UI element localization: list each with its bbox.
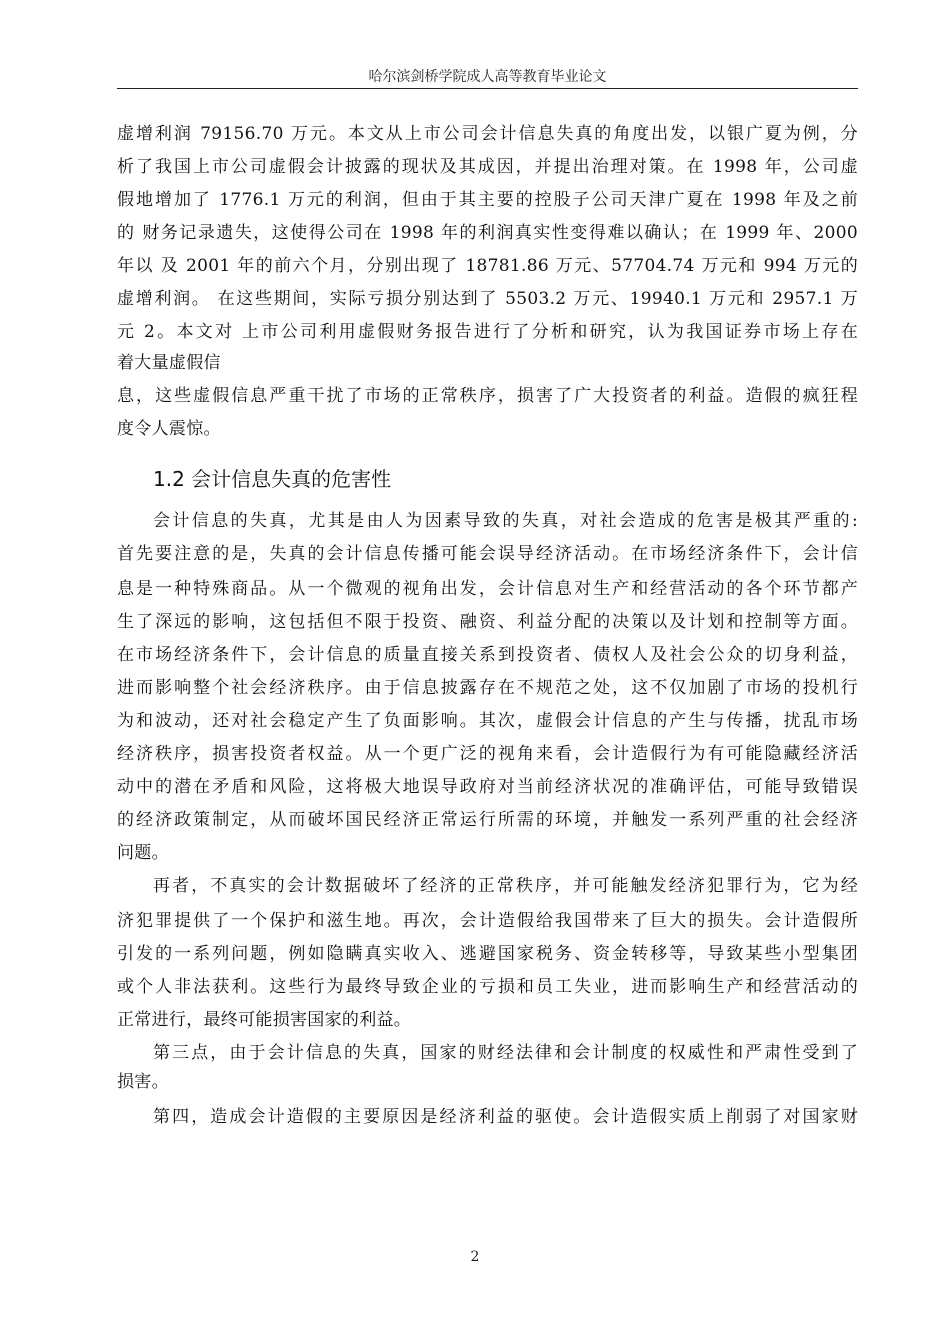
paragraph-line: 度令人震惊。 bbox=[117, 419, 221, 439]
paragraph-line: 元 2。本文对 上市公司利用虚假财务报告进行了分析和研究，认为我国证券市场上存在 bbox=[117, 322, 858, 342]
paragraph-line: 生了深远的影响，这包括但不限于投资、融资、利益分配的决策以及计划和控制等方面。 bbox=[117, 612, 858, 632]
paragraph-line: 济犯罪提供了一个保护和滋生地。再次，会计造假给我国带来了巨大的损失。会计造假所 bbox=[117, 911, 858, 931]
paragraph-line: 再者，不真实的会计数据破坏了经济的正常秩序，并可能触发经济犯罪行为，它为经 bbox=[153, 876, 858, 896]
paragraph-line: 问题。 bbox=[117, 843, 169, 863]
paragraph-line: 年以 及 2001 年的前六个月，分别出现了 18781.86 万元、57704.74 万元和 994 万元的 bbox=[117, 256, 858, 276]
paragraph-line: 的经济政策制定，从而破坏国民经济正常运行所需的环境，并触发一系列严重的社会经济 bbox=[117, 810, 858, 830]
paragraph-line: 第三点，由于会计信息的失真，国家的财经法律和会计制度的权威性和严肃性受到了 bbox=[153, 1043, 858, 1063]
paragraph-line: 动中的潜在矛盾和风险，这将极大地误导政府对当前经济状况的准确评估，可能导致错误 bbox=[117, 777, 858, 797]
paragraph-line: 假地增加了 1776.1 万元的利润，但由于其主要的控股子公司天津广夏在 1998 年及之前 bbox=[117, 190, 858, 210]
paragraph-line: 析了我国上市公司虚假会计披露的现状及其成因，并提出治理对策。在 1998 年，公司虚 bbox=[117, 157, 858, 177]
paragraph-line: 或个人非法获利。这些行为最终导致企业的亏损和员工失业，进而影响生产和经营活动的 bbox=[117, 977, 858, 997]
paragraph-line: 进而影响整个社会经济秩序。由于信息披露存在不规范之处，这不仅加剧了市场的投机行 bbox=[117, 678, 858, 698]
paragraph-line: 正常进行，最终可能损害国家的利益。 bbox=[117, 1010, 412, 1030]
paragraph-line: 经济秩序，损害投资者权益。从一个更广泛的视角来看，会计造假行为有可能隐藏经济活 bbox=[117, 744, 858, 764]
paragraph-line: 虚增利润。 在这些期间，实际亏损分别达到了 5503.2 万元、19940.1 万元和 2957.1 万 bbox=[117, 289, 858, 309]
paragraph-line: 首先要注意的是，失真的会计信息传播可能会误导经济活动。在市场经济条件下，会计信 bbox=[117, 544, 858, 564]
paragraph-line: 虚增利润 79156.70 万元。本文从上市公司会计信息失真的角度出发，以银广夏为例，分 bbox=[117, 124, 858, 144]
paragraph-line: 息，这些虚假信息严重干扰了市场的正常秩序，损害了广大投资者的利益。造假的疯狂程 bbox=[117, 386, 858, 406]
paragraph-line: 着大量虚假信 bbox=[117, 353, 221, 373]
paragraph-line: 第四，造成会计造假的主要原因是经济利益的驱使。会计造假实质上削弱了对国家财 bbox=[153, 1107, 858, 1127]
running-header: 哈尔滨剑桥学院成人高等教育毕业论文 bbox=[368, 69, 607, 85]
paragraph-line: 在市场经济条件下，会计信息的质量直接关系到投资者、债权人及社会公众的切身利益， bbox=[117, 645, 858, 665]
page-number: 2 bbox=[470, 1249, 480, 1265]
paragraph-line: 引发的一系列问题，例如隐瞒真实收入、逃避国家税务、资金转移等，导致某些小型集团 bbox=[117, 944, 858, 964]
header-divider bbox=[117, 88, 858, 89]
paragraph-line: 为和波动，还对社会稳定产生了负面影响。其次，虚假会计信息的产生与传播，扰乱市场 bbox=[117, 711, 858, 731]
paragraph-line: 损害。 bbox=[117, 1072, 169, 1092]
paragraph-line: 息是一种特殊商品。从一个微观的视角出发，会计信息对生产和经营活动的各个环节都产 bbox=[117, 579, 858, 599]
paragraph-line: 会计信息的失真，尤其是由人为因素导致的失真，对社会造成的危害是极其严重的: bbox=[153, 511, 858, 531]
paragraph-line: 的 财务记录遗失，这使得公司在 1998 年的利润真实性变得难以确认；在 1999 年、2000 bbox=[117, 223, 858, 243]
section-heading: 1.2 会计信息失真的危害性 bbox=[153, 467, 392, 491]
